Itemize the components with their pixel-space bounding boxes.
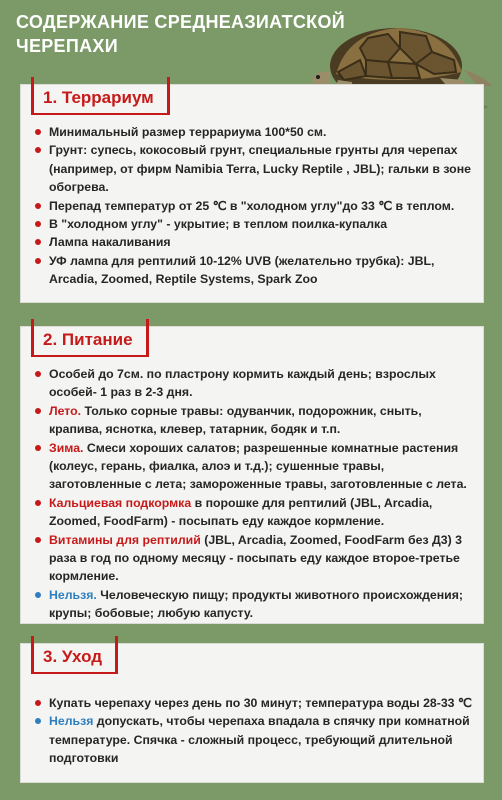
list-item: Лето. Только сорные травы: одуванчик, подорожник, сныть, крапива, яснотка, клевер, татарник, бодяк и т.п. [35,402,475,439]
care-list [35,694,475,768]
list-item: Минимальный размер террариума 100*50 см. [35,123,475,141]
list-item: Лампа накаливания [35,233,475,251]
feeding-list [35,365,475,623]
list-item: Особей до 7см. по пластрону кормить каждый день; взрослых особей- 1 раз в 2-3 дня. [35,365,475,402]
list-item: Грунт: супесь, кокосовый грунт, специальные грунты для черепах (например, от фирм Namibia Terra, Lucky Reptile , JBL); гальки в зоне обогрева. [35,141,475,196]
list-item: Купать черепаху через день по 30 минут; температура воды 28-33 ℃ [35,694,475,712]
list-item: Витамины для рептилий (JBL, Arcadia, Zoomed, FoodFarm без Д3) 3 раза в год по одному месяцу - посыпать еду каждое второе-третье кормление. [35,531,475,586]
list-item: В "холодном углу" - укрытие; в теплом поилка-купалка [35,215,475,233]
page-title: СОДЕРЖАНИЕ СРЕДНЕАЗИАТСКОЙ ЧЕРЕПАХИ [16,12,345,56]
section-care [20,643,484,783]
section-heading: 3. Уход [31,644,118,674]
list-item: Зима. Смеси хороших салатов; разрешенные комнатные растения (колеус, герань, фиалка, алоэ и т.д.); сушенные травы, заготовленные с лета; замороженные травы, заготовленные с лета. [35,439,475,494]
list-item: Нельзя допускать, чтобы черепаха впадала в спячку при комнатной температуре. Спячка - сложный процесс, требующий длительной подготовки [35,712,475,767]
list-item: Кальциевая подкормка в порошке для рептилий (JBL, Arcadia, Zoomed, FoodFarm) - посыпать еду каждое кормление. [35,494,475,531]
list-item: Нельзя. Человеческую пищу; продукты животного происхождения; крупы; бобовые; любую капусту. [35,586,475,623]
section-terrarium [20,84,484,303]
list-item: Перепад температур от 25 ℃ в "холодном углу"до 33 ℃ в теплом. [35,197,475,215]
section-heading: 1. Террариум [31,85,170,115]
section-heading: 2. Питание [31,327,149,357]
terrarium-list [35,123,475,289]
list-item: УФ лампа для рептилий 10-12% UVB (желательно трубка): JBL, Arcadia, Zoomed, Reptile Systems, Spark Zoo [35,252,475,289]
section-feeding [20,326,484,624]
